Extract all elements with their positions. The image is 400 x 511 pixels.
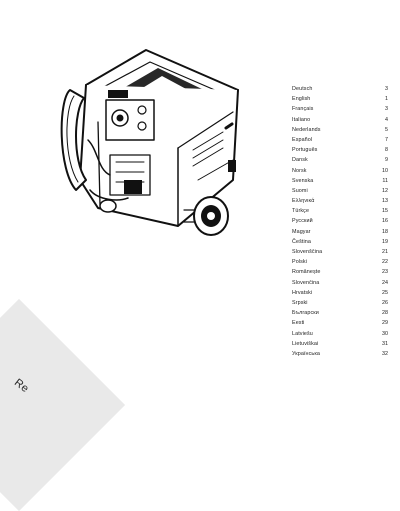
toc-entry[interactable] bbox=[292, 288, 388, 298]
toc-entry[interactable] bbox=[292, 115, 388, 125]
toc-language: Polski bbox=[292, 259, 307, 266]
toc-entry[interactable] bbox=[292, 155, 388, 165]
toc-entry[interactable] bbox=[292, 135, 388, 145]
toc-language: Românește bbox=[292, 269, 321, 276]
toc-language: Svenska bbox=[292, 177, 314, 184]
toc-language: Latviešu bbox=[292, 330, 313, 337]
toc-page: 3 bbox=[385, 106, 388, 113]
toc-entry[interactable] bbox=[292, 318, 388, 328]
toc-page: 4 bbox=[385, 116, 388, 123]
toc-entry[interactable] bbox=[292, 298, 388, 308]
toc-language: Lietuviškai bbox=[292, 340, 319, 347]
toc-language: Slovenčina bbox=[292, 279, 320, 286]
toc-page: 23 bbox=[382, 269, 388, 276]
toc-entry[interactable] bbox=[292, 349, 388, 359]
toc-language: Magyar bbox=[292, 228, 311, 235]
toc-language: Italiano bbox=[292, 116, 311, 123]
toc-language: Français bbox=[292, 106, 314, 113]
toc-page: 25 bbox=[382, 289, 388, 296]
corner-label: Re bbox=[11, 376, 32, 396]
toc-page: 11 bbox=[382, 177, 388, 184]
toc-language: Deutsch bbox=[292, 86, 313, 92]
toc-language: Čeština bbox=[292, 238, 311, 245]
toc-entry[interactable] bbox=[292, 257, 388, 267]
toc-page: 3 bbox=[385, 86, 388, 92]
toc-page: 22 bbox=[382, 259, 388, 266]
toc-language: Hrvatski bbox=[292, 289, 313, 296]
toc-page: 29 bbox=[382, 320, 388, 327]
toc-page: 12 bbox=[382, 187, 388, 194]
toc-entry[interactable] bbox=[292, 308, 388, 318]
toc-page: 30 bbox=[382, 330, 388, 337]
toc-page: 1 bbox=[385, 96, 388, 103]
toc-language: Srpski bbox=[292, 299, 308, 306]
toc-page: 8 bbox=[385, 147, 388, 154]
toc-language: Norsk bbox=[292, 167, 307, 174]
toc-language: Nederlands bbox=[292, 126, 321, 133]
toc-entry[interactable] bbox=[292, 237, 388, 247]
toc-page: 19 bbox=[382, 238, 388, 245]
toc-language: Türkçe bbox=[292, 208, 310, 215]
toc-language: Português bbox=[292, 147, 318, 154]
toc-page: 15 bbox=[382, 208, 388, 215]
toc-page: 21 bbox=[382, 249, 388, 255]
toc-language: Українська bbox=[292, 350, 320, 357]
toc-entry[interactable] bbox=[292, 166, 388, 176]
toc-language: English bbox=[292, 96, 311, 103]
toc-page: 7 bbox=[385, 136, 388, 143]
toc-page: 24 bbox=[382, 279, 388, 286]
toc-language: Slovenščina bbox=[292, 249, 323, 255]
toc-page: 9 bbox=[385, 157, 388, 164]
toc-page: 10 bbox=[382, 167, 388, 174]
toc-language: Русский bbox=[292, 218, 313, 225]
toc-page: 18 bbox=[382, 228, 388, 235]
toc-page: 16 bbox=[382, 218, 388, 225]
toc-language: Ελληνικά bbox=[292, 198, 315, 205]
toc-language: Dansk bbox=[292, 157, 308, 164]
pressure-washer-illustration bbox=[28, 30, 268, 240]
toc-page: 31 bbox=[382, 340, 388, 347]
toc-entry[interactable] bbox=[292, 104, 388, 114]
toc-page: 32 bbox=[382, 350, 388, 357]
toc-entry[interactable] bbox=[292, 247, 388, 257]
toc-entry[interactable] bbox=[292, 186, 388, 196]
toc-entry[interactable] bbox=[292, 206, 388, 216]
toc-entry[interactable] bbox=[292, 216, 388, 226]
toc-language: Eesti bbox=[292, 320, 305, 327]
toc-entry[interactable] bbox=[292, 227, 388, 237]
toc-entry[interactable] bbox=[292, 339, 388, 349]
page-corner-fold bbox=[0, 299, 125, 511]
toc-entry[interactable] bbox=[292, 94, 388, 104]
language-index bbox=[292, 84, 388, 359]
toc-page: 13 bbox=[382, 198, 388, 205]
toc-language: Suomi bbox=[292, 187, 308, 194]
toc-page: 5 bbox=[385, 126, 388, 133]
toc-language: Български bbox=[292, 310, 319, 317]
toc-entry[interactable] bbox=[292, 278, 388, 288]
toc-entry[interactable] bbox=[292, 125, 388, 135]
toc-page: 26 bbox=[382, 299, 388, 306]
toc-page: 28 bbox=[382, 310, 388, 317]
toc-entry[interactable] bbox=[292, 196, 388, 206]
toc-language: Español bbox=[292, 136, 313, 143]
toc-entry[interactable] bbox=[292, 176, 388, 186]
toc-entry[interactable] bbox=[292, 84, 388, 94]
toc-entry[interactable] bbox=[292, 267, 388, 277]
toc-entry[interactable] bbox=[292, 145, 388, 155]
toc-entry[interactable] bbox=[292, 329, 388, 339]
